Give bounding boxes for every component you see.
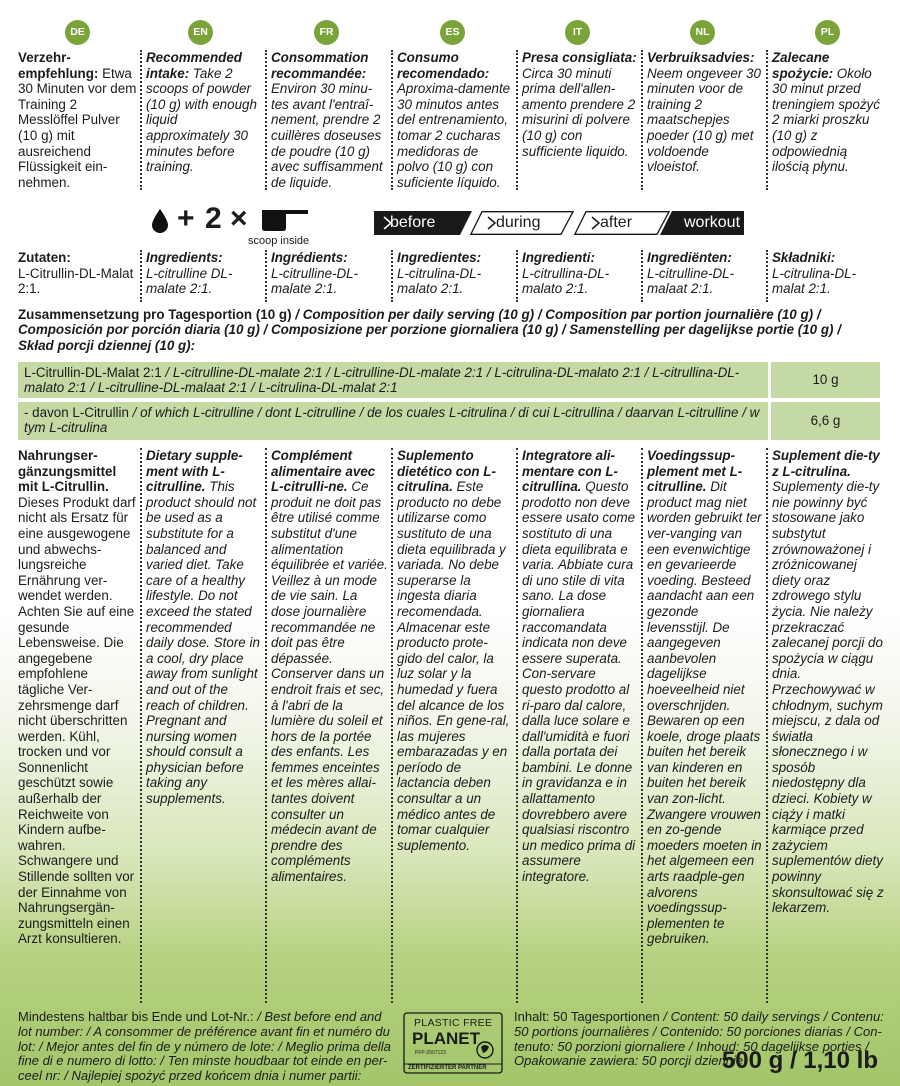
composition-heading: [18, 307, 880, 353]
scoop-count: 2: [205, 202, 222, 235]
recommended-heading: Zalecane spożycie:: [772, 50, 834, 81]
lang-badge-it: IT: [565, 20, 590, 45]
warning-fr: [265, 448, 391, 1003]
lang-badge-fr: FR: [314, 20, 339, 45]
recommended-text: Około 30 minut przed treningiem spożyć 2 miarki proszku (10 g) z odpowiednią ilością płynu.: [772, 65, 880, 175]
table-label-de: L-Citrullin-DL-Malat 2:1: [24, 365, 162, 380]
recommended-heading: Presa consigliata:: [522, 50, 637, 65]
lang-badge-pl: PL: [815, 20, 840, 45]
ingredients-heading: Zutaten:: [18, 250, 71, 265]
phase-before: [374, 211, 466, 235]
ingredients-text: L-citrullina-DL-malato 2:1.: [522, 265, 610, 297]
recommended-nl: [641, 50, 766, 190]
recommended-heading: Verzehr-empfehlung:: [18, 50, 99, 81]
ingredients-it: [516, 250, 641, 302]
ingredients-es: [391, 250, 516, 302]
table-row: [18, 402, 880, 440]
recommended-heading: Consommation recommandée:: [271, 50, 369, 81]
warning-heading: Integratore ali-mentare con L-citrullina.: [522, 448, 618, 495]
recommended-it: [516, 50, 641, 190]
warning-it: [516, 448, 641, 1003]
warnings-section: [18, 448, 888, 1003]
warning-heading: Suplemento dietético con L-citrulina.: [397, 448, 496, 495]
best-before-text: [18, 1010, 398, 1084]
warning-heading: Dietary supple-ment with L-citrulline.: [146, 448, 243, 495]
recommended-de: [18, 50, 140, 190]
ingredients-text: L-citrulina-DL-malato 2:1.: [397, 265, 482, 297]
table-row-label: [18, 362, 768, 398]
ingredients-section: [18, 250, 888, 302]
best-before-de: Mindestens haltbar bis Ende und Lot-Nr.:: [18, 1009, 254, 1024]
content-de: Inhalt: 50 Tagesportionen: [514, 1009, 660, 1024]
phase-workout: [660, 211, 744, 235]
table-row-value: 10 g: [768, 362, 880, 398]
phase-after: [574, 211, 666, 235]
table-label-translations: / of which L-citrulline / dont L-citrulline / de los cuales L-citrulina / di cui L-citrullina / daarvan L-citrulline / w tym L-citrulina: [24, 405, 760, 436]
warning-es: [391, 448, 516, 1003]
recommended-text: Etwa 30 Minuten vor dem Training 2 Messlöffel Pulver (10 g) mit ausreichend Flüssigkeit ein-nehmen.: [18, 65, 137, 190]
badge-line1: PLASTIC FREE: [414, 1017, 493, 1029]
lang-badge-es: ES: [440, 20, 465, 45]
ingredients-nl: [641, 250, 766, 302]
phase-after-label: after: [600, 214, 633, 231]
warning-heading: Voedingssup-plement met L-citrulline.: [647, 448, 743, 495]
recommended-es: [391, 50, 516, 190]
recommended-heading: Recommended intake:: [146, 50, 242, 81]
plastic-free-planet-badge: [403, 1012, 521, 1076]
composition-heading-de: Zusammensetzung pro Tagesportion (10 g): [18, 307, 292, 322]
recommended-text: Aproxima-damente 30 minutos antes del entrenamiento, tomar 2 cucharas medidoras de polvo (10 g) con suficiente líquido.: [397, 81, 511, 190]
warning-text: Dit product mag niet worden gebruikt ter ver-vanging van een evenwichtige en gevarieerde voeding. Besteed aandacht aan een gezonde levensstijl. De aangegeven aanbevolen dagelijkse hoeveelheid niet overschrijden. Bewaren op een koele, droge plaats buiten het bereik van kinderen en buiten het bereik van zon-licht. Zwangere vrouwen en zo-gende moeders moeten in het algemeen een arts raadple-gen alvorens voedingssup-plementen te gebruiken.: [647, 479, 762, 947]
ingredients-text: L-citrulline-DL-malate 2:1.: [271, 265, 359, 297]
water-drop-icon: [150, 208, 170, 234]
warning-heading: Complément alimentaire avec L-citrulli-ne.: [271, 448, 376, 495]
phase-during-label: during: [496, 214, 541, 231]
phase-during: [470, 211, 570, 235]
table-label-translations: / L-citrulline-DL-malate 2:1 / L-citrulline-DL-malate 2:1 / L-citrulina-DL-malato 2:1 / L-citrullina-DL-malato 2:1 / L-citrulline-DL-malaat 2:1 / L-citrulina-DL-malat 2:1: [24, 365, 740, 396]
recommended-intake-section: [18, 50, 888, 190]
table-label-de: - davon L-Citrullin: [24, 405, 129, 420]
warning-pl: [766, 448, 888, 1003]
phase-workout-label: workout: [684, 214, 741, 231]
lang-badge-en: EN: [188, 20, 213, 45]
warning-en: [140, 448, 265, 1003]
dosage-icons: [150, 202, 360, 247]
warning-heading: Suplement die-ty z L-citrulina.: [772, 448, 880, 479]
badge-small: PFP-2007123: [415, 1050, 446, 1056]
ingredients-pl: [766, 250, 888, 302]
recommended-text: Neem ongeveer 30 minuten voor de training 2 maatschepjes poeder (10 g) met voldoende vloeistof.: [647, 65, 761, 175]
warning-text: This product should not be used as a substitute for a balanced and varied diet. Take care of a healthy lifestyle. Do not exceed the stated recommended daily dose. Store in a cool, dry place away from sunlight and out of the reach of children. Pregnant and nursing women should consult a physician before taking any supplements.: [146, 479, 260, 807]
ingredients-heading: Składniki:: [772, 250, 836, 265]
ingredients-en: [140, 250, 265, 302]
ingredients-text: L-citrulline-DL-malaat 2:1.: [647, 265, 735, 297]
ingredients-text: L-citrulline DL-malate 2:1.: [146, 265, 233, 297]
warning-de: [18, 448, 140, 1003]
table-row: [18, 362, 880, 398]
badge-line2: PLANET: [412, 1029, 480, 1048]
net-weight: 500 g / 1,10 lb: [721, 1047, 878, 1074]
scoop-icon: [258, 208, 310, 232]
warning-heading: Nahrungser-gänzungsmittel mit L-Citrullin.: [18, 448, 117, 495]
warning-nl: [641, 448, 766, 1003]
warning-text: Este producto no debe utilizarse como sustituto de una dieta equilibrada y variada. No debe superarse la ingesta diaria recomendada. Almacenar este producto prote-gido del calor, la luz solar y la humedad y fuera del alcance de los niños. En gene-ral, las mujeres embarazadas y en período de lactancia deben consultar a un médico antes de tomar cualquier suplemento.: [397, 479, 510, 853]
warning-text: Questo prodotto non deve essere usato come sostituto di una dieta equilibrata e varia. Abbiate cura di uno stile di vita sano. La dose giornaliera raccomandata indicata non deve essere superata. Con-servare questo prodotto al ri-paro dal calore, dalla luce solare e dall'umidità e fuori dalla portata dei bambini. Le donne in gravidanza e in allattamento dovrebbero avere qualsiasi riscontro un medico prima di assumere integratore.: [522, 479, 636, 885]
table-row-value: 6,6 g: [768, 402, 880, 440]
lang-badge-de: DE: [65, 20, 90, 45]
badge-line3: ZERTIFIZIERTER PARTNER: [408, 1065, 487, 1071]
best-before-translations: / Best before end and lot number: / A consommer de préférence avant fin et numéro du lot: / Mejor antes del fin de y número de lote: / Meglio prima della fine di e numero di lotto: / Ten minste houdbaar tot einde en per-ceel nr: / Najlepiej spożyć przed końcem dnia i numer partii:: [18, 1009, 391, 1084]
recommended-heading: Consumo recomendado:: [397, 50, 490, 81]
composition-heading-translations: / Composition per daily serving (10 g) / Composition par portion journalière (10 g) / Composición por porción diaria (10 g) / Composizione per porzione giornaliera (10 g) / Samenstelling per dagelijkse portie (10 g) / Skład porcji dziennej (10 g):: [18, 307, 841, 353]
warning-text: Dieses Produkt darf nicht als Ersatz für eine ausgewogene und abwechs-lungsreiche Ernährung ver-wendet werden. Achten Sie auf eine gesunde Lebensweise. Die angegebene empfohlene tägliche Ver-zehrsmenge darf nicht überschritten werden. Kühl, trocken und vor Sonnenlicht geschützt sowie außerhalb der Reichweite von Kindern aufbe-wahren. Schwangere und Stillende sollten vor der Einnahme von Nahrungsergän-zungsmitteln einen Arzt konsultieren.: [18, 494, 136, 947]
ingredients-heading: Ingrediënten:: [647, 250, 732, 265]
lang-badge-nl: NL: [690, 20, 715, 45]
language-badges: [0, 20, 900, 44]
ingredients-text: L-citrulina-DL-malat 2:1.: [772, 265, 857, 297]
ingredients-heading: Ingredients:: [146, 250, 223, 265]
ingredients-heading: Ingredientes:: [397, 250, 482, 265]
recommended-pl: [766, 50, 888, 190]
recommended-heading: Verbruiksadvies:: [647, 50, 755, 65]
phase-before-label: before: [390, 214, 436, 231]
content-translations: / Content: 50 daily servings / Contenu: 50 portions journalières / Contenido: 50 porciones diarias / Con-tenuto: 50 porzioni giornaliere / Inhoud: 50 dagelijkse porties / Opakowanie zawiera: 50 porcji dziennie: [514, 1009, 884, 1069]
recommended-text: Environ 30 minu-tes avant l'entraî-nement, prendre 2 cuillères doseuses de poudre (10 g) avec suffisamment de liquide.: [271, 81, 383, 190]
warning-text: Ce produit ne doit pas être utilisé comme substitut d'une alimentation équilibrée et variée. Veillez à un mode de vie sain. La dose journalière recommandée ne doit pas être dépassée. Conserver dans un endroit frais et sec, à l'abri de la lumière du soleil et hors de la portée des enfants. Les femmes enceintes et les mères allai-tantes doivent consulter un médecin avant de prendre des compléments alimentaires.: [271, 479, 388, 885]
table-row-label: [18, 402, 768, 440]
ingredients-text: L-Citrullin-DL-Malat 2:1.: [18, 265, 134, 297]
scoop-caption: scoop inside: [248, 235, 310, 247]
ingredients-heading: Ingredienti:: [522, 250, 595, 265]
workout-phases: [374, 211, 744, 237]
ingredients-fr: [265, 250, 391, 302]
recommended-fr: [265, 50, 391, 190]
warning-text: Suplementy die-ty nie powinny być stosowane jako substytut zrównoważonej i zróżnicowanej diety oraz zdrowego stylu życia. Nie należy przekraczać zalecanej porcji do spożycia w ciągu dnia. Przechowywać w chłodnym, suchym miejscu, z dala od światła słonecznego i w sposób niedostępny dla dzieci. Kobiety w ciąży i matki karmiące przed zażyciem suplementów diety powinny skonsultować się z lekarzem.: [772, 479, 884, 916]
recommended-en: [140, 50, 265, 190]
ingredients-de: [18, 250, 140, 302]
times-sign: ×: [230, 202, 248, 235]
plus-sign: +: [177, 202, 195, 235]
footer: [18, 1010, 888, 1086]
recommended-text: Circa 30 minuti prima dell'allen-amento prendere 2 misurini di polvere (10 g) con sufficiente liquido.: [522, 65, 636, 159]
ingredients-heading: Ingrédients:: [271, 250, 348, 265]
recommended-text: Take 2 scoops of powder (10 g) with enough liquid approximately 30 minutes before training.: [146, 65, 257, 175]
